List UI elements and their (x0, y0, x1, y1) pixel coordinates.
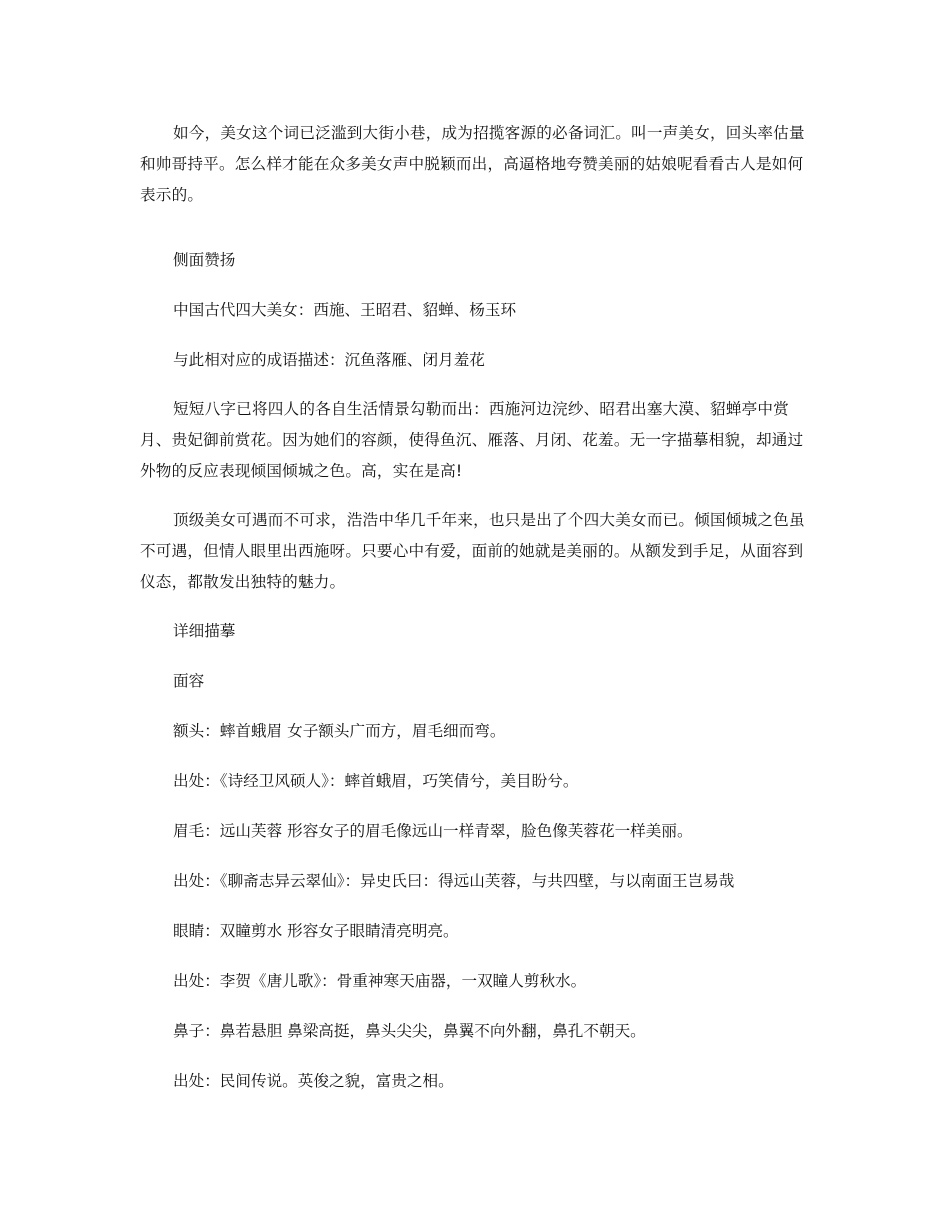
intro-paragraph: 如今，美女这个词已泛滥到大街小巷，成为招揽客源的必备词汇。叫一声美女，回头率估量和帅哥持平。怎么样才能在众多美女声中脱颖而出，高逼格地夸赞美丽的姑娘呢看看古人是如何表示的。 (140, 124, 805, 204)
forehead-line: 额头：蟀首蛾眉 女子额头广而方，眉毛细而弯。 (173, 722, 506, 740)
section-heading-side-praise: 侧面赞扬 (173, 251, 236, 269)
four-beauties-line: 中国古代四大美女：西施、王昭君、貂蝉、杨玉环 (173, 301, 517, 319)
nose-source-line: 出处：民间传说。英俊之貌，富贵之相。 (173, 1072, 454, 1090)
idiom-line: 与此相对应的成语描述：沉鱼落雁、闭月羞花 (173, 351, 485, 369)
section-heading-detailed: 详细描摹 (173, 622, 236, 640)
eight-characters-paragraph: 短短八字已将四人的各自生活情景勾勒而出：西施河边浣纱、昭君出塞大漠、貂蝉亭中赏月、贵妃御前赏花。因为她们的容颜，使得鱼沉、雁落、月闭、花羞。无一字描摹相貌，却通过外物的反应表现倾国倾城之色。高，实在是高! (140, 400, 804, 480)
forehead-source-line: 出处：《诗经卫风硕人》：蟀首蛾眉，巧笑倩兮，美目盼兮。 (173, 772, 579, 790)
nose-line: 鼻子：鼻若悬胆 鼻梁高挺，鼻头尖尖，鼻翼不向外翻，鼻孔不朝天。 (173, 1022, 646, 1040)
subheading-face: 面容 (173, 672, 205, 690)
top-beauty-paragraph: 顶级美女可遇而不可求，浩浩中华几千年来，也只是出了个四大美女而已。倾国倾城之色虽不可遇，但情人眼里出西施呀。只要心中有爱，面前的她就是美丽的。从额发到手足，从面容到仪态，都散发出独特的魅力。 (140, 511, 805, 591)
eyebrows-source-line: 出处：《聊斋志异云翠仙》：异史氏曰：得远山芙蓉，与共四壁，与以南面王岂易哉 (173, 872, 735, 890)
eyes-line: 眼睛：双瞳剪水 形容女子眼睛清亮明亮。 (173, 922, 459, 940)
document-page (140, 118, 812, 1097)
eyes-source-line: 出处：李贺《唐儿歌》：骨重神寒天庙器，一双瞳人剪秋水。 (173, 972, 587, 990)
eyebrows-line: 眉毛：远山芙蓉 形容女子的眉毛像远山一样青翠，脸色像芙蓉花一样美丽。 (173, 822, 693, 840)
